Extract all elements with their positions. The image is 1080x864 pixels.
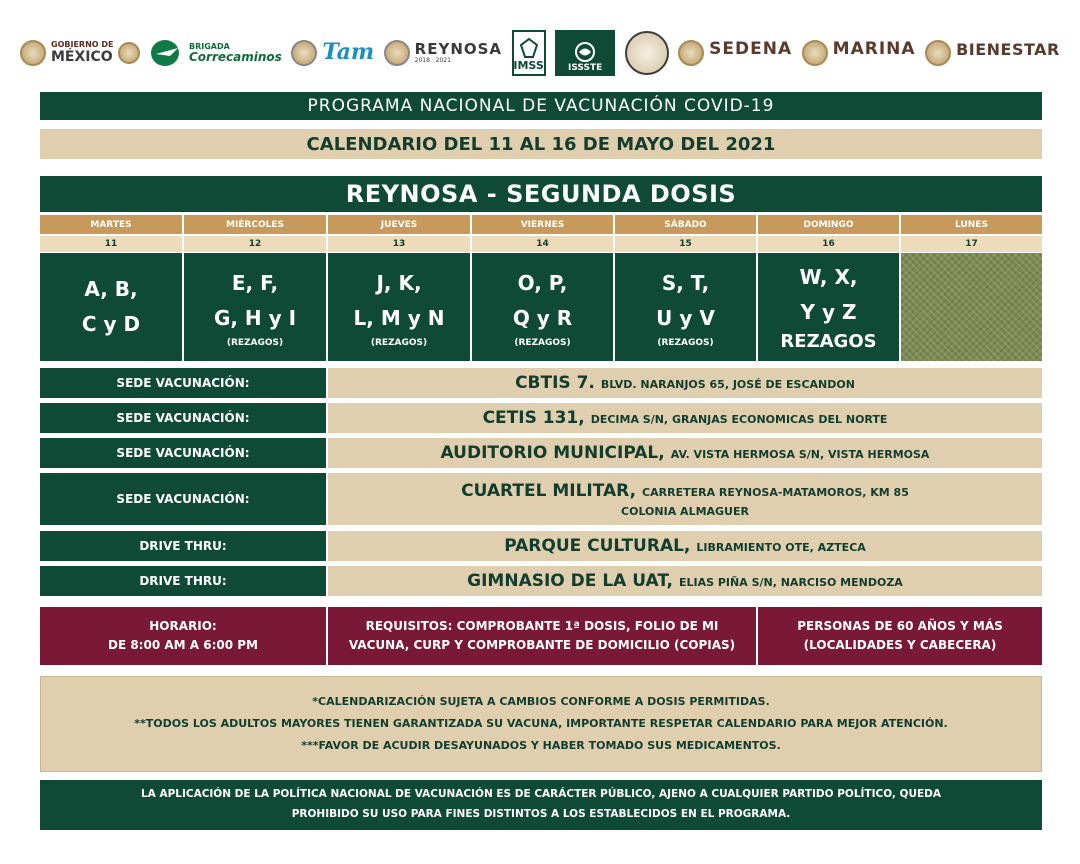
- personas-cell: [758, 607, 1042, 665]
- sedena-seal-icon: [678, 40, 704, 66]
- rezagos-note: (REZAGOS): [657, 337, 714, 348]
- rezagos-note: (REZAGOS): [370, 337, 428, 348]
- bienestar-logo: [925, 40, 1060, 66]
- sede-address: AV. VISTA HERMOSA S/N, VISTA HERMOSA: [670, 448, 930, 461]
- letters-line1: O, P,: [517, 270, 568, 295]
- letters-line2: Y y Z: [800, 299, 857, 324]
- marina-seal-icon: [802, 40, 828, 66]
- sede-name: AUDITORIO MUNICIPAL,: [440, 443, 665, 463]
- rezagos-note: (REZAGOS): [514, 337, 571, 348]
- footer-line1: LA APLICACIÓN DE LA POLÍTICA NACIONAL DE VACUNACIÓN ES DE CARÁCTER PÚBLICO, AJENO A CUALQUIER PARTIDO POLÍTICO, QUEDA: [140, 788, 942, 801]
- mexico-seal-icon: [20, 40, 46, 66]
- imss-text: IMSS: [513, 59, 544, 72]
- day-number: 15: [615, 236, 756, 252]
- letters-cell: [615, 253, 756, 361]
- personas-line1: PERSONAS DE 60 AÑOS Y MÁS: [797, 618, 1003, 633]
- requisitos-line2: VACUNA, CURP Y COMPROBANTE DE DOMICILIO (COPIAS): [348, 638, 736, 652]
- day-name: VIERNES: [472, 215, 613, 234]
- empty-day-cell: [901, 253, 1042, 361]
- letters-cell: [472, 253, 613, 361]
- reynosa-seal-icon: [384, 40, 410, 66]
- issste-logo: [555, 30, 615, 76]
- letters-line1: S, T,: [661, 270, 710, 295]
- letters-line1: E, F,: [231, 270, 279, 295]
- sede-name: GIMNASIO DE LA UAT,: [467, 571, 673, 591]
- note-line: *CALENDARIZACIÓN SUJETA A CAMBIOS CONFORME A DOSIS PERMITIDAS.: [312, 695, 770, 708]
- legal-footer: [40, 780, 1042, 830]
- tamaulipas-logo: [291, 40, 374, 66]
- personas-line2: (LOCALIDADES Y CABECERA): [803, 638, 997, 652]
- letters-line1: J, K,: [376, 270, 422, 295]
- brigada-correcaminos-logo: [150, 38, 282, 68]
- day-name: DOMINGO: [758, 215, 899, 234]
- tam-text: Tam: [322, 39, 375, 66]
- letters-cell: [40, 253, 182, 361]
- sede-info: [328, 566, 1042, 596]
- mexico-seal-icon: [118, 42, 140, 64]
- sede-address: CARRETERA REYNOSA-MATAMOROS, KM 85: [642, 485, 909, 499]
- sede-label: SEDE VACUNACIÓN:: [40, 473, 326, 525]
- footer-line2: PROHIBIDO SU USO PARA FINES DISTINTOS A LOS ESTABLECIDOS EN EL PROGRAMA.: [291, 808, 791, 820]
- reynosa-logo: [384, 40, 502, 66]
- day-number: 16: [758, 236, 899, 252]
- sedena-logo: [678, 40, 792, 66]
- gobierno-line1: GOBIERNO DE: [51, 40, 114, 50]
- day-name: SÁBADO: [615, 215, 756, 234]
- drive-thru-label: DRIVE THRU:: [40, 531, 326, 561]
- letters-line2: U y V: [656, 305, 715, 330]
- sede-name: CETIS 131,: [482, 408, 585, 428]
- gobierno-line2: MÉXICO: [51, 48, 113, 65]
- calendar-banner: CALENDARIO DEL 11 AL 16 DE MAYO DEL 2021: [40, 129, 1042, 159]
- roadrunner-icon: [150, 38, 184, 68]
- sede-address: LIBRAMIENTO OTE, AZTECA: [696, 541, 866, 554]
- letters-line2: G, H y I: [213, 305, 297, 330]
- note-line: **TODOS LOS ADULTOS MAYORES TIENEN GARANTIZADA SU VACUNA, IMPORTANTE RESPETAR CALENDARIO PARA MEJOR ATENCIÓN.: [134, 717, 948, 730]
- day-name: LUNES: [901, 215, 1042, 234]
- rezagos-note: (REZAGOS): [226, 337, 284, 348]
- sede-info: [328, 368, 1042, 398]
- day-number: 13: [328, 236, 470, 252]
- day-name: MARTES: [40, 215, 182, 234]
- sede-address-line2: COLONIA ALMAGUER: [621, 504, 749, 518]
- sede-info: [328, 531, 1042, 561]
- military-eagle-icon: [625, 31, 669, 75]
- sede-label: SEDE VACUNACIÓN:: [40, 403, 326, 433]
- letters-line1: A, B,: [84, 277, 138, 301]
- sede-info: [328, 473, 1042, 525]
- marina-text: MARINA: [832, 39, 916, 60]
- horario-label: HORARIO:: [149, 618, 217, 633]
- brigada-line2: Correcaminos: [188, 49, 282, 64]
- bienestar-text: BIENESTAR: [956, 39, 1060, 59]
- sedena-text: SEDENA: [709, 39, 793, 60]
- horario-cell: [40, 607, 326, 665]
- brigada-line1: BRIGADA: [188, 41, 230, 51]
- sede-info: [328, 438, 1042, 468]
- sede-name: PARQUE CULTURAL,: [504, 536, 691, 556]
- letters-cell: [184, 253, 326, 361]
- letters-cell: [328, 253, 470, 361]
- note-line: ***FAVOR DE ACUDIR DESAYUNADOS Y HABER TOMADO SUS MEDICAMENTOS.: [301, 739, 781, 752]
- requisitos-cell: [328, 607, 756, 665]
- letters-line2: L, M y N: [353, 305, 445, 330]
- sede-name: CBTIS 7.: [515, 373, 595, 393]
- sede-address: ELIAS PIÑA S/N, NARCISO MENDOZA: [678, 576, 903, 589]
- sede-label: SEDE VACUNACIÓN:: [40, 438, 326, 468]
- tamaulipas-seal-icon: [291, 40, 317, 66]
- letters-line2: Q y R: [512, 305, 573, 330]
- letters-line2: C y D: [81, 312, 141, 336]
- sede-address: DECIMA S/N, GRANJAS ECONOMICAS DEL NORTE: [590, 413, 888, 426]
- sede-address: BLVD. NARANJOS 65, JOSÉ DE ESCANDON: [600, 378, 855, 391]
- day-number: 11: [40, 236, 182, 252]
- logo-strip: [20, 18, 1060, 88]
- requisitos-line1: REQUISITOS: COMPROBANTE 1ª DOSIS, FOLIO DE MI: [365, 618, 719, 633]
- sede-info: [328, 403, 1042, 433]
- imss-eagle-icon: [519, 37, 539, 59]
- drive-thru-label: DRIVE THRU:: [40, 566, 326, 596]
- page-title: REYNOSA - SEGUNDA DOSIS: [40, 176, 1042, 212]
- bienestar-seal-icon: [925, 40, 951, 66]
- imss-logo: [512, 30, 546, 76]
- sede-name: CUARTEL MILITAR,: [461, 480, 637, 501]
- letters-cell: [758, 253, 899, 361]
- day-name: MIÉRCOLES: [184, 215, 326, 234]
- day-number: 17: [901, 236, 1042, 252]
- gobierno-mexico-logo: [20, 40, 140, 66]
- reynosa-text: REYNOSA: [414, 39, 503, 58]
- horario-value: DE 8:00 AM A 6:00 PM: [108, 638, 258, 652]
- rezagos-note: REZAGOS: [780, 330, 877, 352]
- issste-emblem-icon: [571, 41, 599, 63]
- program-banner: PROGRAMA NACIONAL DE VACUNACIÓN COVID-19: [40, 92, 1042, 120]
- reynosa-years: 2018 · 2021: [414, 56, 451, 64]
- letters-line1: W, X,: [799, 264, 858, 289]
- day-name: JUEVES: [328, 215, 470, 234]
- issste-text: ISSSTE: [567, 63, 603, 73]
- marina-logo: [802, 40, 916, 66]
- notes-box: [40, 676, 1042, 772]
- day-number: 14: [472, 236, 613, 252]
- day-number: 12: [184, 236, 326, 252]
- sede-label: SEDE VACUNACIÓN:: [40, 368, 326, 398]
